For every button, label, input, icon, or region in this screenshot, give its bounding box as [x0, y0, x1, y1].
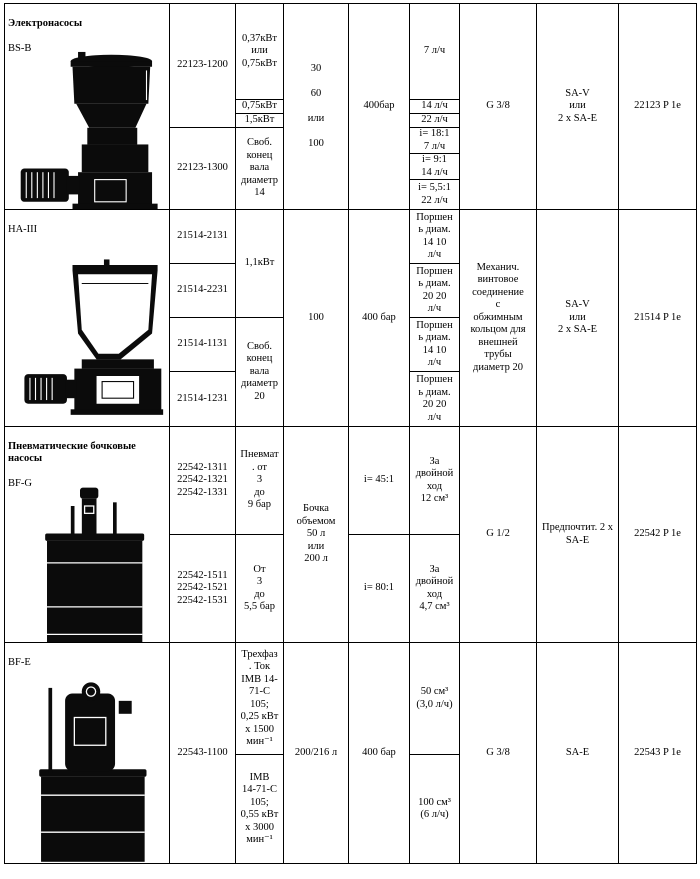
- reservoir-volume: 30 60 или 100: [284, 4, 349, 210]
- catalog-reference: 21514 P 1e: [619, 210, 697, 427]
- motor-drive: IMB 14-71-C 105; 0,55 кВт x 3000 мин⁻¹: [236, 755, 284, 864]
- distributor-type: Предпочтит. 2 x SA-E: [537, 427, 619, 643]
- pump-model: BF-G: [8, 478, 32, 489]
- pump-specification-table: [4, 3, 697, 864]
- air-drive: Пневмат . от 3 до 9 бар: [236, 427, 284, 535]
- distributor-type: SA-E: [537, 643, 619, 864]
- piston-delivery: Поршен ь диам. 20 20 л/ч: [410, 372, 460, 427]
- pump-model: BF-E: [8, 656, 31, 668]
- air-drive: От 3 до 5,5 бар: [236, 535, 284, 643]
- connection-thread: G 3/8: [460, 4, 537, 210]
- pump-cell-bf-g: [5, 427, 170, 643]
- stroke-delivery: За двойной ход 12 см³: [410, 427, 460, 535]
- gear-ratio-flow: i= 18:1 7 л/ч: [410, 128, 460, 154]
- pump-model: HA-III: [8, 223, 38, 235]
- pump-cell-bs-b: [5, 4, 170, 210]
- gear-ratio-flow: i= 9:1 14 л/ч: [410, 154, 460, 180]
- hand-drive-pump-icon: [17, 232, 165, 420]
- distributor-type: SA-V или 2 x SA-E: [537, 4, 619, 210]
- distributor-type: SA-V или 2 x SA-E: [537, 210, 619, 427]
- article-number: 21514-1231: [170, 372, 236, 427]
- max-pressure: 400 бар: [349, 643, 410, 864]
- article-number: 22123-1300: [170, 128, 236, 210]
- table-row: [5, 427, 697, 535]
- table-row: [5, 4, 697, 100]
- stroke-delivery: 50 см³ (3,0 л/ч): [410, 643, 460, 755]
- motor-power: 1,1кВт: [236, 210, 284, 318]
- motor-power: 0,37кВт или 0,75кВт: [236, 4, 284, 100]
- connection-thread: Механич. винтовое соединение с обжимным кольцом для внешней трубы диаметр 20: [460, 210, 537, 427]
- reservoir-volume: 100: [284, 210, 349, 427]
- motor-power: 0,75кВт: [236, 100, 284, 114]
- article-number: 21514-2131: [170, 210, 236, 264]
- section-title: Пневматические бочковые насосы: [8, 440, 136, 464]
- max-pressure: 400бар: [349, 4, 410, 210]
- article-number: 22542-1511 22542-1521 22542-1531: [170, 535, 236, 643]
- table-row: [5, 643, 697, 755]
- article-number: 22542-1311 22542-1321 22542-1331: [170, 427, 236, 535]
- connection-thread: G 1/2: [460, 427, 537, 643]
- article-number: 21514-1131: [170, 318, 236, 372]
- catalog-reference: 22123 P 1e: [619, 4, 697, 210]
- catalog-reference: 22542 P 1e: [619, 427, 697, 643]
- stroke-delivery: 100 см³ (6 л/ч): [410, 755, 460, 864]
- catalog-reference: 22543 P 1e: [619, 643, 697, 864]
- delivery-rate: 7 л/ч: [410, 4, 460, 100]
- table-row: [5, 210, 697, 264]
- motor-drive: Трехфаз . Ток IMB 14- 71-C 105; 0,25 кВт x 1500 мин⁻¹: [236, 643, 284, 755]
- article-number: 22543-1100: [170, 643, 236, 864]
- piston-delivery: Поршен ь диам. 20 20 л/ч: [410, 264, 460, 318]
- electric-barrel-pump-icon: [17, 663, 165, 857]
- section-title: Электронасосы: [8, 17, 83, 29]
- barrel-volume: Бочка объемом 50 л или 200 л: [284, 427, 349, 643]
- gear-ratio-flow: i= 5,5:1 22 л/ч: [410, 180, 460, 210]
- barrel-volume: 200/216 л: [284, 643, 349, 864]
- gear-ratio: i= 45:1: [349, 427, 410, 535]
- stroke-delivery: За двойной ход 4,7 см³: [410, 535, 460, 643]
- gear-ratio: i= 80:1: [349, 535, 410, 643]
- piston-delivery: Поршен ь диам. 14 10 л/ч: [410, 318, 460, 372]
- max-pressure: 400 бар: [349, 210, 410, 427]
- pump-model: BS-B: [8, 42, 32, 54]
- shaft-drive: Своб. конец вала диаметр 20: [236, 318, 284, 427]
- pneumatic-barrel-pump-icon: [17, 471, 165, 636]
- pump-cell-ha-iii: [5, 210, 170, 427]
- motor-power: 1,5кВт: [236, 114, 284, 128]
- electric-grease-pump-icon: [17, 34, 165, 203]
- article-number: 21514-2231: [170, 264, 236, 318]
- piston-delivery: Поршен ь диам. 14 10 л/ч: [410, 210, 460, 264]
- delivery-rate: 22 л/ч: [410, 114, 460, 128]
- connection-thread: G 3/8: [460, 643, 537, 864]
- article-number: 22123-1200: [170, 4, 236, 128]
- delivery-rate: 14 л/ч: [410, 100, 460, 114]
- shaft-drive: Своб. конец вала диаметр 14: [236, 128, 284, 210]
- pump-cell-bf-e: [5, 643, 170, 864]
